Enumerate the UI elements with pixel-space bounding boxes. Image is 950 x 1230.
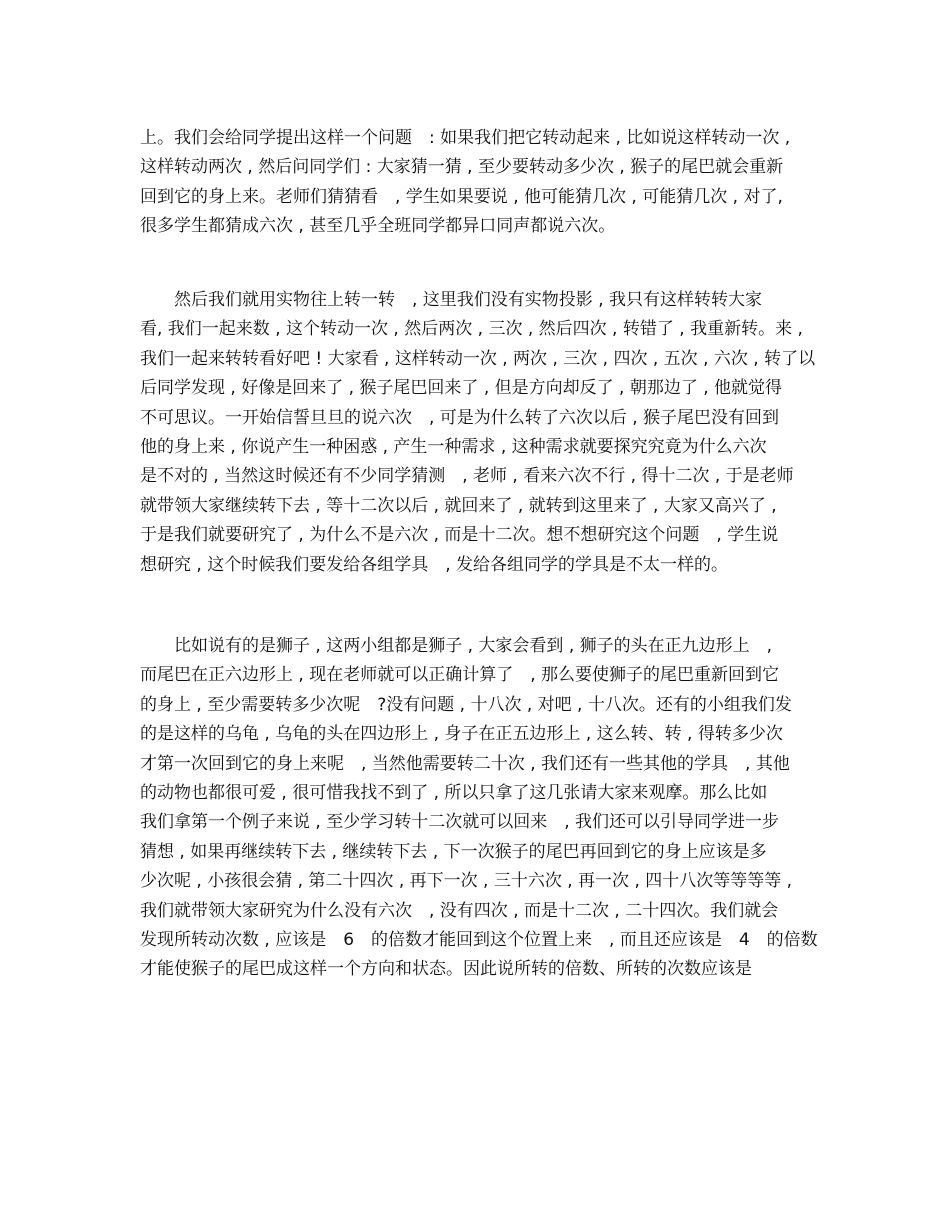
text-line: 我们一起来转转看好吧 ! 大家看 , 这样转动一次 , 两次 , 三次 , 四次 , 五次 , 六次 , 转了以 [140,348,816,369]
text-line: 的是这样的乌龟 , 乌龟的头在四边形上 , 身子在正五边形上 , 这么转、转 , 得转多少次 [140,724,783,745]
text-line: 上。我们会给同学提出这样一个问题 : 如果我们把它转动起来 , 比如说这样转动一次 , [140,128,791,148]
text-line: 这样转动两次 , 然后问同学们 : 大家猜一猜 , 至少要转动多少次 , 猴子的尾巴就会重新 [140,157,784,178]
text-line: 发现所转动次数 , 应该是 6 的倍数才能回到这个位置上来 , 而且还应该是 4 的倍数 [140,929,818,950]
text-line: 很多学生都猜成六次 , 甚至几乎全班同学都异口同声都说六次。 [140,216,616,237]
text-line: 就带领大家继续转下去 , 等十二次以后 , 就回来了 , 就转到这里来了 , 大家又高兴了 , [140,495,777,516]
text-line: 他的身上来 , 你说产生一种困惑 , 产生一种需求 , 这种需求就要探究究竟为什么六次 [140,436,767,457]
paragraph-2 [140,286,820,580]
text-line: 回到它的身上来。老师们猜猜看 , 学生如果要说 , 他可能猜几次 , 可能猜几次 , 对了, [140,186,783,207]
text-line: 而尾巴在正六边形上 , 现在老师就可以正确计算了 , 那么要使狮子的尾巴重新回到它 [140,665,780,686]
text-line: 然后我们就用实物往上转一转 , 这里我们没有实物投影 , 我只有这样转转大家 [140,290,763,310]
text-line: 于是我们就要研究了 , 为什么不是六次 , 而是十二次。想不想研究这个问题 , 学生说 [140,525,779,546]
text-line: 才能使猴子的尾巴成这样一个方向和状态。因此说所转的倍数、所转的次数应该是 [140,959,752,980]
text-line: 的动物也都很可爱 , 很可惜我找不到了 , 所以只拿了这几张请大家来观摩。那么比如 [140,782,768,803]
text-line: 我们拿第一个例子来说 , 至少学习转十二次就可以回来 , 我们还可以引导同学进一步 [140,812,780,833]
text-line: 看, 我们一起来数 , 这个转动一次 , 然后两次 , 三次 , 然后四次 , 转错了 , 我重新转。来 , [140,319,803,340]
text-line: 我们就带领大家研究为什么没有六次 , 没有四次 , 而是十二次 , 二十四次。我们就会 [140,900,779,921]
text-line: 猜想 , 如果再继续转下去 , 继续转下去 , 下一次猴子的尾巴再回到它的身上应该是多 [140,841,767,862]
text-line: 想研究 , 这个时候我们要发给各组学具 , 发给各组同学的学具是不太一样的。 [140,554,729,575]
text-line: 不可思议。一开始信誓旦旦的说六次 , 可是为什么转了六次以后 , 猴子尾巴没有回到 [140,407,780,428]
paragraph-1 [140,124,820,242]
text-line: 是不对的 , 当然这时候还有不少同学猜测 , 老师 , 看来六次不行 , 得十二次 , 于是老师 [140,466,794,487]
text-line: 后同学发现 , 好像是回来了 , 猴子尾巴回来了 , 但是方向却反了 , 朝那边了 , 他就觉得 [140,378,783,399]
text-line: 的身上 , 至少需要转多少次呢 ?没有问题 , 十八次 , 对吧 , 十八次。还有的小组我们发 [140,694,792,715]
text-line: 比如说有的是狮子 , 这两小组都是狮子 , 大家会看到 , 狮子的头在正九边形上 , [140,636,773,656]
paragraph-3 [140,632,820,985]
text-line: 才第一次回到它的身上来呢 , 当然他需要转二十次 , 我们还有一些其他的学具 , 其他 [140,753,790,774]
text-line: 少次呢 , 小孩很会猜 , 第二十四次 , 再下一次 , 三十六次 , 再一次 , 四十八次等等等等 , [140,871,793,892]
